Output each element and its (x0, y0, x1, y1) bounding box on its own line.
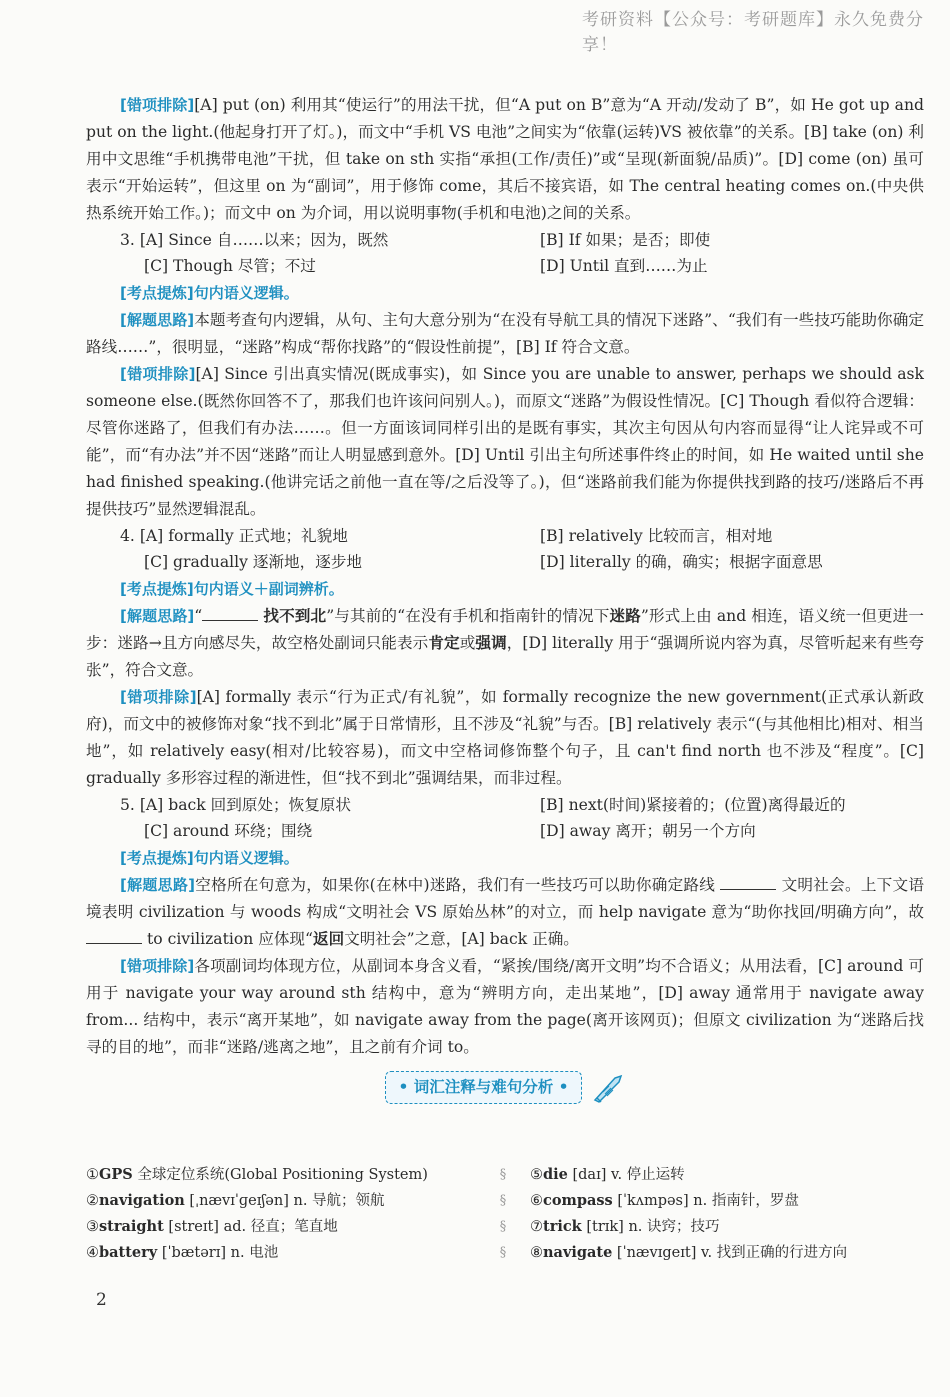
q4-options-row2 (86, 549, 924, 576)
blank-line (202, 606, 258, 621)
divider-icon: § (499, 1193, 507, 1208)
q4-error: [错项排除][A] formally 表示“行为正式/有礼貌”，如 formally recognize the new government(正式承认新政府)，而文中的被修饰对象“找不到北”属于日常情形，且不涉及“礼貌”与否。[B] relatively 表示“(与其他相比)相对、相当地”，如 relatively easy(相对/比较容易)，而文中空格词修饰整个句子，且 can't find north 也不涉及“程度”。[C] gradually 多形容过程的渐进性，但“找不到北”强调结果，而非过程。 (86, 687, 924, 787)
q2-error-paragraph: [错项排除][A] put (on) 利用其“使运行”的用法干扰，但“A put on B”意为“A 开动/发动了 B”，如 He got up and put on the light.(他起身打开了灯。)，而文中“手机 VS 电池”之间实为“依靠(运转)VS 被依靠”的关系。[B] take (on) 利用中文思维“手机携带电池”干扰，但 take on sth 实指“承担(工作/责任)”或“呈现(新面貌/品质)”。[D] come (on) 虽可表示“开始运转”，但这里 on 为“副词”，用于修饰 come，其后不接宾语，如 The central heating comes on.(中央供热系统开始工作。)；而文中 on 为介词，用以说明事物(手机和电池)之间的关系。 (86, 96, 924, 222)
q5-options-row2 (86, 818, 924, 845)
vocab-row: ①GPS 全球定位系统(Global Positioning System) § ⑤die [daɪ] v. 停止运转 (86, 1162, 926, 1188)
option-a: 3. [A] Since 自……以来；因为，既然 (120, 230, 389, 249)
q3-point: [考点提炼]句内语义逻辑。 (120, 284, 299, 303)
vocab-list (86, 1162, 926, 1266)
option-b: [B] If 如果；是否；即使 (540, 230, 711, 249)
q5-options-row1 (86, 792, 924, 819)
option-d: [D] Until 直到……为止 (540, 257, 708, 276)
q4-options-row1 (86, 523, 924, 550)
section-title-text: • 词汇注释与难句分析 • (385, 1071, 581, 1104)
option-c: [C] gradually 逐渐地，逐步地 (144, 553, 363, 572)
divider-icon: § (499, 1219, 507, 1234)
q3-error: [错项排除][A] Since 引出真实情况(既成事实)，如 Since you are unable to answer, perhaps we should ask someone else.(既然你回答不了，那我们也许该问问别人。)，而原文“迷路”为假设性情况。[C] Though 看似符合逻辑：尽管你迷路了，但我们有办法……。但一方面该词同样引出的是既有事实，其次主句因从句内容而显得“让人诧异或不可能”，而“有办法”并不因“迷路”而让人明显感到意外。[D] Until 引出主句所述事件终止的时间，如 He waited until she had finished speaking.(他讲完话之前他一直在等/之后没等了。)，但“迷路前我们能为你提供找到路的技巧/迷路后不再提供技巧”显然逻辑混乱。 (86, 365, 924, 518)
pen-icon (591, 1072, 625, 1104)
vocab-row: ③straight [streɪt] ad. 径直；笔直地 § ⑦trick [trɪk] n. 诀窍；技巧 (86, 1214, 926, 1240)
vocab-row: ②navigation [ˌnævɪˈɡeɪʃən] n. 导航；领航 § ⑥compass [ˈkʌmpəs] n. 指南针，罗盘 (86, 1188, 926, 1214)
option-b: [B] relatively 比较而言，相对地 (540, 526, 773, 545)
label-error: [错项排除] (120, 96, 195, 114)
blank-line (720, 875, 776, 890)
option-a: 5. [A] back 回到原处；恢复原状 (120, 795, 351, 814)
page-number: 2 (96, 1290, 107, 1310)
q3-options-row2 (86, 253, 924, 280)
watermark: 考研资料【公众号：考研题库】永久免费分享！ (582, 10, 924, 55)
q3-idea: [解题思路]本题考查句内逻辑，从句、主句大意分别为“在没有导航工具的情况下迷路”、“我们有一些技巧能助你确定路线……”，很明显，“迷路”构成“帮你找路”的“假设性前提”，[B] If 符合文意。 (86, 311, 924, 357)
q3-options-row1 (86, 227, 924, 254)
q4-point: [考点提炼]句内语义＋副词辨析。 (120, 580, 344, 599)
main-content (86, 92, 924, 1113)
option-a: 4. [A] formally 正式地；礼貌地 (120, 526, 348, 545)
divider-icon: § (499, 1167, 507, 1182)
section-title (86, 1071, 924, 1107)
option-b: [B] next(时间)紧接着的；(位置)离得最近的 (540, 795, 846, 814)
option-d: [D] away 离开；朝另一个方向 (540, 822, 756, 841)
divider-icon: § (499, 1245, 507, 1260)
option-c: [C] Though 尽管；不过 (144, 257, 316, 276)
option-d: [D] literally 的确，确实；根据字面意思 (540, 553, 823, 572)
vocab-row: ④battery [ˈbætərɪ] n. 电池 § ⑧navigate [ˈnævɪgeɪt] v. 找到正确的行进方向 (86, 1240, 926, 1266)
option-c: [C] around 环绕；围绕 (144, 822, 313, 841)
blank-line (86, 929, 142, 944)
q5-idea: [解题思路]空格所在句意为，如果你(在林中)迷路，我们有一些技巧可以助你确定路线 文明社会。上下文语境表明 civilization 与 woods 构成“文明社会 VS 原始丛林”的对立，而 help navigate 意为“助你找回/明确方向”，故 to civilization 应体现“返回文明社会”之意，[A] back 正确。 (86, 876, 924, 949)
q5-error: [错项排除]各项副词均体现方位，从副词本身含义看，“紧挨/围绕/离开文明”均不合语义；从用法看，[C] around 可用于 navigate your way around sth 结构中，意为“辨明方向，走出某地”，[D] away 通常用于 navigate away from... 结构中，表示“离开某地”，如 navigate away from the page(离开该网页)；但原文 civilization 为“迷路后找寻的目的地”，而非“迷路/逃离之地”，且之前有介词 to。 (86, 957, 924, 1056)
q5-point: [考点提炼]句内语义逻辑。 (120, 849, 299, 868)
q4-idea: [解题思路]“ 找不到北”与其前的“在没有手机和指南针的情况下迷路”形式上由 and 相连，语义统一但更进一步：迷路→且方向感尽失，故空格处副词只能表示肯定或强调，[D] literally 用于“强调所说内容为真，尽管听起来有些夸张”，符合文意。 (86, 606, 924, 680)
